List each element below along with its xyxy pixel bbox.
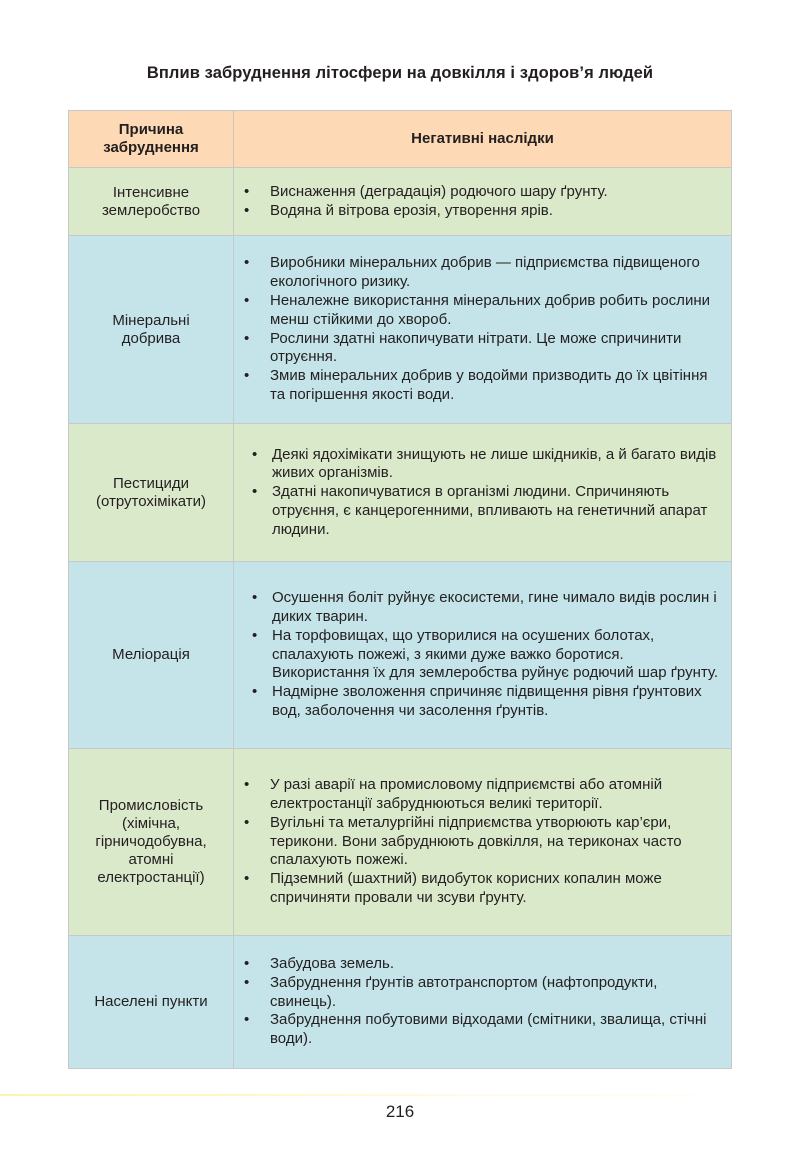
- list-item: • Здатні накопичуватися в організмі людини. Спричиняють отруєння, є канцерогенними, впливають на генетичний апарат людини.: [234, 483, 721, 539]
- row-effects: [234, 424, 732, 562]
- list-item: • Деякі ядохімікати знищують не лише шкідників, а й багато видів живих організмів.: [234, 446, 721, 484]
- list-item: • Забруднення побутовими відходами (смітники, звалища, стічні води).: [234, 1011, 721, 1049]
- table-row: [69, 168, 732, 236]
- row-cause: Меліорація: [69, 562, 234, 749]
- row-effects: [234, 749, 732, 936]
- table-header-row: [69, 111, 732, 168]
- list-item: • Підземний (шахтний) видобуток корисних копалин може спричиняти провали чи зсуви ґрунту.: [234, 870, 721, 908]
- header-effects: Негативні наслідки: [234, 111, 732, 168]
- row-cause: Мінеральні добрива: [69, 236, 234, 424]
- list-item: • Виробники мінеральних добрив — підприємства підвищеного екологічного ризику.: [234, 254, 721, 292]
- pollution-effects-table: [68, 110, 732, 1069]
- list-item: • Водяна й вітрова ерозія, утворення ярів.: [234, 202, 721, 221]
- row-cause: Пестициди (отрутохімікати): [69, 424, 234, 562]
- list-item: • Рослини здатні накопичувати нітрати. Це може спричинити отруєння.: [234, 330, 721, 368]
- list-item: • Осушення боліт руйнує екосистеми, гине чимало видів рослин і диких тварин.: [234, 589, 721, 627]
- list-item: • Забудова земель.: [234, 955, 721, 974]
- list-item: • Змив мінеральних добрив у водойми призводить до їх цвітіння та погіршення якості води.: [234, 367, 721, 405]
- table-row: [69, 562, 732, 749]
- page-title: Вплив забруднення літосфери на довкілля і здоров’я людей: [146, 64, 654, 82]
- list-item: • Виснаження (деградація) родючого шару ґрунту.: [234, 183, 721, 202]
- list-item: • Неналежне використання мінеральних добрив робить рослини менш стійкими до хвороб.: [234, 292, 721, 330]
- header-cause: Причина забруднення: [69, 111, 234, 168]
- table-row: [69, 936, 732, 1069]
- row-cause: Населені пункти: [69, 936, 234, 1069]
- row-cause: Промисловість (хімічна, гірничодобувна, атомні електростанції): [69, 749, 234, 936]
- footer-divider: [0, 1094, 800, 1096]
- table-row: [69, 424, 732, 562]
- table-row: [69, 749, 732, 936]
- row-effects: [234, 562, 732, 749]
- row-effects: [234, 168, 732, 236]
- table-row: [69, 236, 732, 424]
- page-number: 216: [385, 1102, 415, 1121]
- list-item: • У разі аварії на промисловому підприємстві або атомній електростанції забруднюються великі території.: [234, 776, 721, 814]
- list-item: • Забруднення ґрунтів автотранспортом (нафтопродукти, свинець).: [234, 974, 721, 1012]
- row-effects: [234, 236, 732, 424]
- list-item: • Надмірне зволоження спричиняє підвищення рівня ґрунтових вод, заболочення чи засолення ґрунтів.: [234, 683, 721, 721]
- row-cause: Інтенсивне землеробство: [69, 168, 234, 236]
- list-item: • Вугільні та металургійні підприємства утворюють кар’єри, терикони. Вони забруднюють довкілля, на териконах часто спалахують пожежі.: [234, 814, 721, 870]
- row-effects: [234, 936, 732, 1069]
- list-item: • На торфовищах, що утворилися на осушених болотах, спалахують пожежі, з якими дуже важко боротися. Використання їх для землеробства руйнує родючий шар ґрунту.: [234, 627, 721, 683]
